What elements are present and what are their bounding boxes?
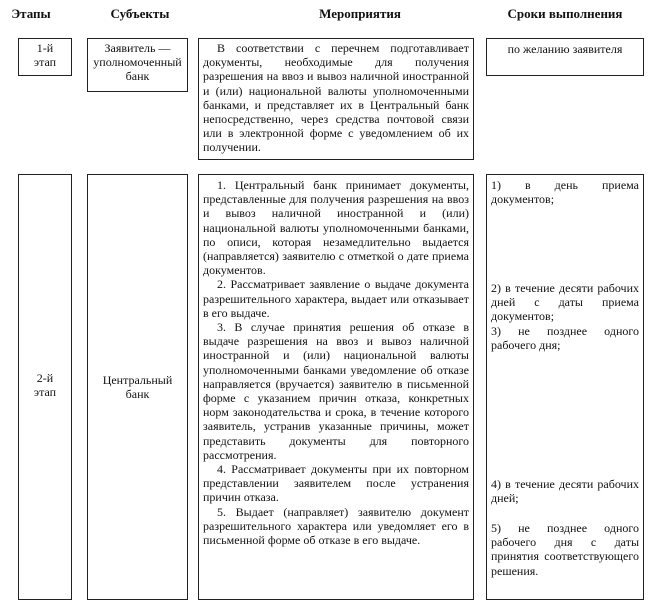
row2-deadline-23-block (491, 281, 639, 352)
row2-measure-1: 1. Центральный банк принимает документы, представленные для получения разрешения на ввоз и вывоз наличной иностранной и (или) национальной валюты уполномоченными банками, по описи, которая незамедлительно выдается (направляется) заявителю с отметкой о дате приема документов. (203, 178, 469, 278)
row2-deadlines-cell (486, 174, 644, 600)
row1-subject: Заявитель — уполномоченный банк (93, 41, 182, 84)
row1-measure: В соответствии с перечнем подготавливает документы, необходимые для получения разрешения на ввоз и вывоз наличной иностранной и (или) национальной валюты уполномоченными банками, и представляет их в Центральный банк непосредственно, через средства почтовой связи или в электронной форме с уведомлением об их получении. (203, 41, 469, 155)
row2-measure-4: 4. Рассматривает документы при их повторном представлении заявителем после устранения причин отказа. (203, 462, 469, 505)
row2-subject: Центральный банк (102, 373, 173, 402)
row2-deadline-4-block (491, 477, 639, 505)
row2-stage: 2-й этап (33, 371, 57, 400)
row2-deadline-1: 1) в день приема документов; (491, 178, 639, 207)
row2-deadline-5: 5) не позднее одного рабочего дня с даты принятия соответствующего решения. (491, 521, 639, 578)
row2-measures-cell (198, 174, 474, 600)
row2-stage-cell (18, 174, 72, 600)
row2-measure-5: 5. Выдает (направляет) заявителю документ разрешительного характера или уведомляет его в письменной форме об отказе в его выдаче. (203, 504, 469, 548)
header-measures: Мероприятия (319, 6, 401, 21)
row2-measure-2: 2. Рассматривает заявление о выдаче документа разрешительного характера, выдает или отказывает в его выдаче. (203, 277, 469, 320)
row1-measure-cell (198, 38, 474, 160)
row2-subject-cell (87, 174, 188, 600)
row1-stage: 1-й этап (33, 41, 57, 70)
header-stages: Этапы (11, 6, 51, 21)
row1-subject-cell (87, 38, 188, 92)
row1-stage-cell (18, 38, 72, 76)
row1-deadline: по желанию заявителя (507, 42, 623, 56)
row2-deadline-1-block (491, 178, 639, 206)
header-deadlines: Сроки выполнения (507, 6, 623, 21)
header-subjects: Субъекты (110, 6, 170, 21)
row2-deadline-3: 3) не позднее одного рабочего дня; (491, 323, 639, 352)
row2-deadline-2: 2) в течение десяти рабочих дней с даты приема документов; (491, 281, 639, 324)
row2-measure-3: 3. В случае принятия решения об отказе в выдаче разрешения на ввоз и вывоз наличной иностранной и (или) национальной валюты уполномоченными банками уведомление об отказе направляется (вручается) заявителю в письменной форме с указанием причин отказа, конкретных норм законодательства и срока, в течение которого заявитель, устранив указанные причины, может представить документы для повторного рассмотрения. (203, 320, 469, 462)
row2-deadline-5-block (491, 521, 639, 578)
row1-deadline-cell (486, 38, 644, 76)
row2-deadline-4: 4) в течение десяти рабочих дней; (491, 477, 639, 506)
